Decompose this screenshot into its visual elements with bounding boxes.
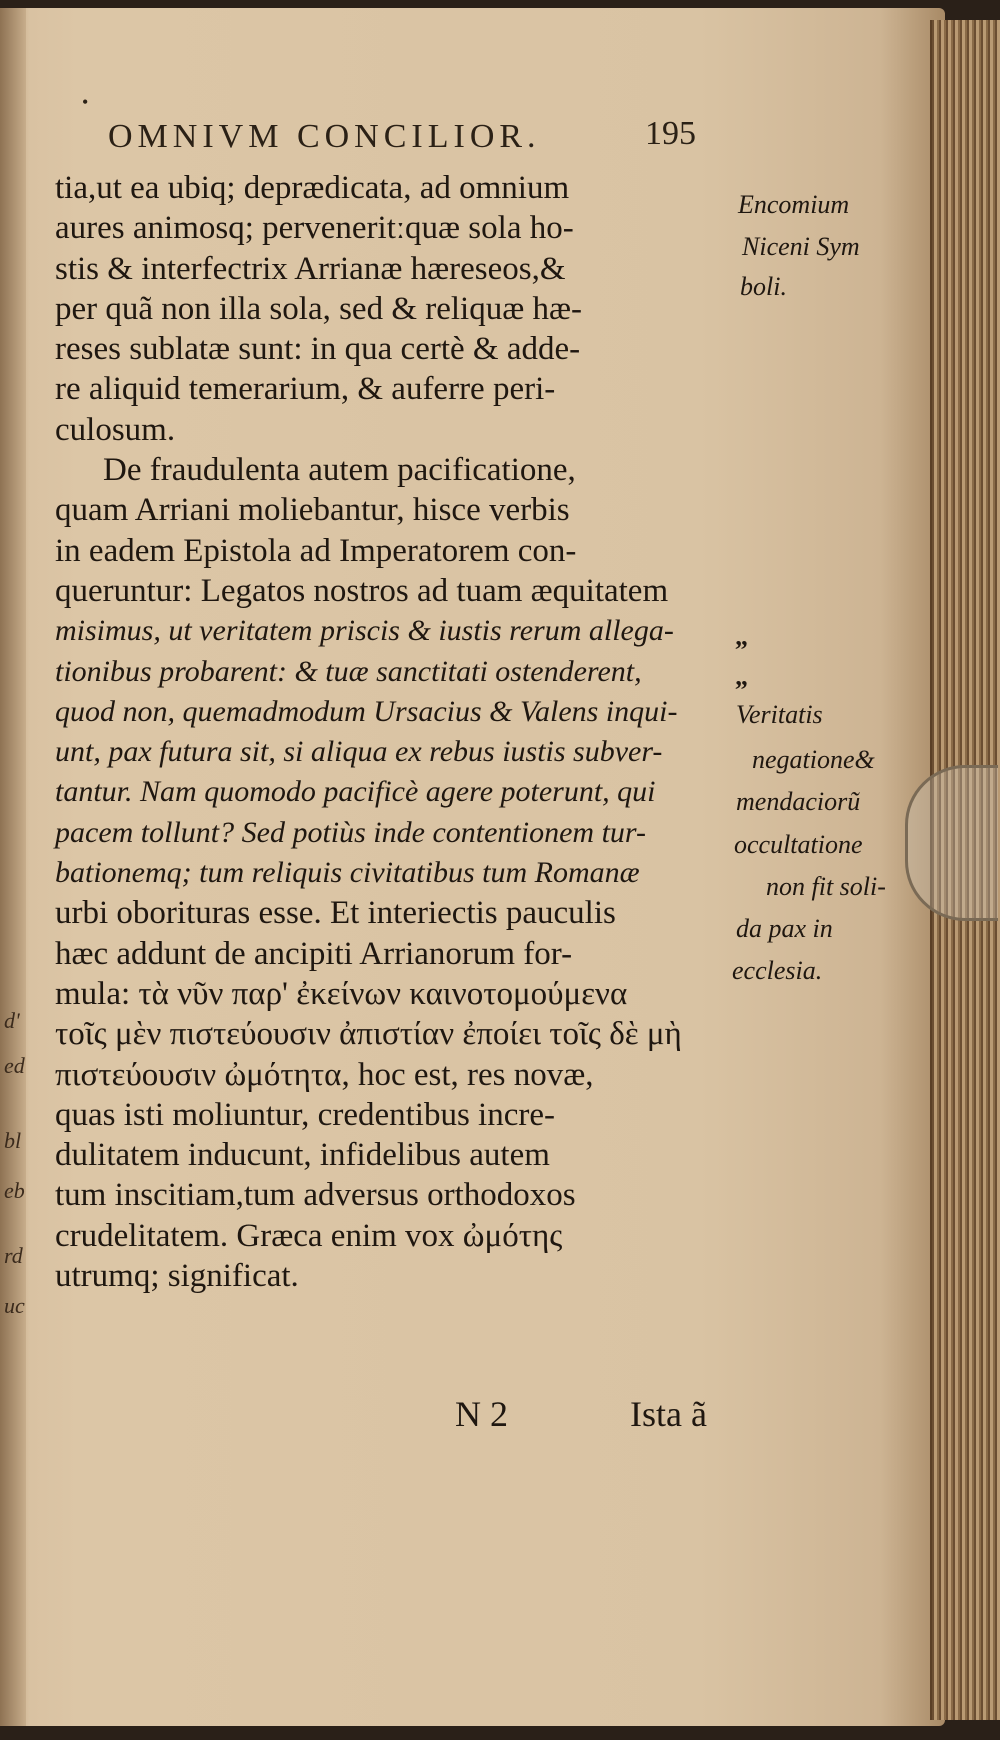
text-line: culosum. [55, 411, 176, 448]
text-line: pacem tollunt? Sed potiùs inde contentionem tur- [55, 815, 646, 849]
margin-note-line: Niceni Sym [742, 232, 860, 261]
margin-note-line: boli. [740, 272, 787, 301]
text-line: reses sublatæ sunt: in qua certè & adde- [55, 331, 581, 368]
quote-mark: „ [735, 662, 748, 691]
gutter-fragment: rd [4, 1243, 23, 1268]
gutter-fragment: uc [4, 1293, 25, 1318]
binding-gutter [0, 8, 26, 1726]
text-line: queruntur: Legatos nostros ad tuam æquitatem [55, 572, 669, 609]
text-line: mula: τὰ νῦν παρ' ἐκείνων καινοτομούμενα [55, 975, 628, 1012]
margin-note-line: occultatione [734, 830, 863, 859]
text-line: per quã non illa sola, sed & reliquæ hæ- [55, 290, 582, 327]
text-line: πιστεύουσιν ὠμότητα, hoc est, res novæ, [55, 1056, 594, 1093]
text-line: unt, pax futura sit, si aliqua ex rebus iustis subver- [55, 735, 663, 769]
text-line: dulitatem inducunt, infidelibus autem [55, 1137, 550, 1174]
gutter-fragment: bl [4, 1128, 22, 1153]
text-line: re aliquid temerarium, & auferre peri- [55, 371, 556, 408]
text-line: utrumq; significat. [55, 1258, 299, 1295]
running-title: OMNIVM CONCILIOR. [108, 118, 541, 155]
text-line: crudelitatem. Græca enim vox ὠμότης [55, 1217, 563, 1254]
page-clip [905, 765, 998, 921]
text-line: tantur. Nam quomodo pacificè agere poterunt, qui [55, 775, 656, 809]
body-text [55, 168, 735, 1296]
text-line: quod non, quemadmodum Ursacius & Valens inqui- [55, 694, 678, 728]
text-line: tionibus probarent: & tuæ sanctitati ostenderent, [55, 654, 642, 688]
margin-note-line: Veritatis [736, 700, 823, 729]
text-line: urbi oborituras esse. Et interiectis pauculis [55, 895, 616, 932]
text-line: tum inscitiam,tum adversus orthodoxos [55, 1177, 576, 1214]
text-line: bationemq; tum reliquis civitatibus tum Romanæ [55, 856, 640, 890]
text-line: τοῖς μὲν πιστεύουσιν ἀπιστίαν ἐποίει τοῖς δὲ μὴ [55, 1016, 682, 1053]
margin-note-line: mendaciorũ [736, 787, 861, 816]
text-line: stis & interfectrix Arrianæ hæreseos,& [55, 250, 566, 287]
text-line: aures animosq; perveneritːquæ sola ho- [55, 210, 574, 247]
gutter-fragment: ed [4, 1053, 25, 1078]
margin-note-line: da pax in [736, 914, 833, 943]
margin-note-line: ecclesia. [732, 956, 823, 985]
text-line: quas isti moliuntur, credentibus incre- [55, 1096, 555, 1133]
text-line: De fraudulenta autem pacificatione, [103, 452, 576, 489]
margin-note-line: negatione& [752, 745, 875, 774]
signature-mark: N 2 [455, 1394, 508, 1434]
text-line: quam Arriani moliebantur, hisce verbis [55, 492, 570, 529]
quote-mark: „ [735, 622, 748, 651]
catchword: Ista ã [630, 1394, 707, 1434]
page-number: 195 [645, 115, 696, 152]
printer-mark: • [82, 92, 89, 112]
text-line: tia,ut ea ubiq; deprædicata, ad omnium [55, 170, 570, 206]
text-line: misimus, ut veritatem priscis & iustis rerum allega- [55, 614, 674, 648]
margin-note-line: Encomium [738, 190, 850, 219]
gutter-fragment: eb [4, 1178, 25, 1203]
text-line: in eadem Epistola ad Imperatorem con- [55, 532, 577, 569]
margin-note-line: non fit soli- [766, 872, 886, 901]
gutter-fragment: d' [4, 1008, 20, 1033]
text-line: hæc addunt de ancipiti Arrianorum for- [55, 935, 573, 972]
